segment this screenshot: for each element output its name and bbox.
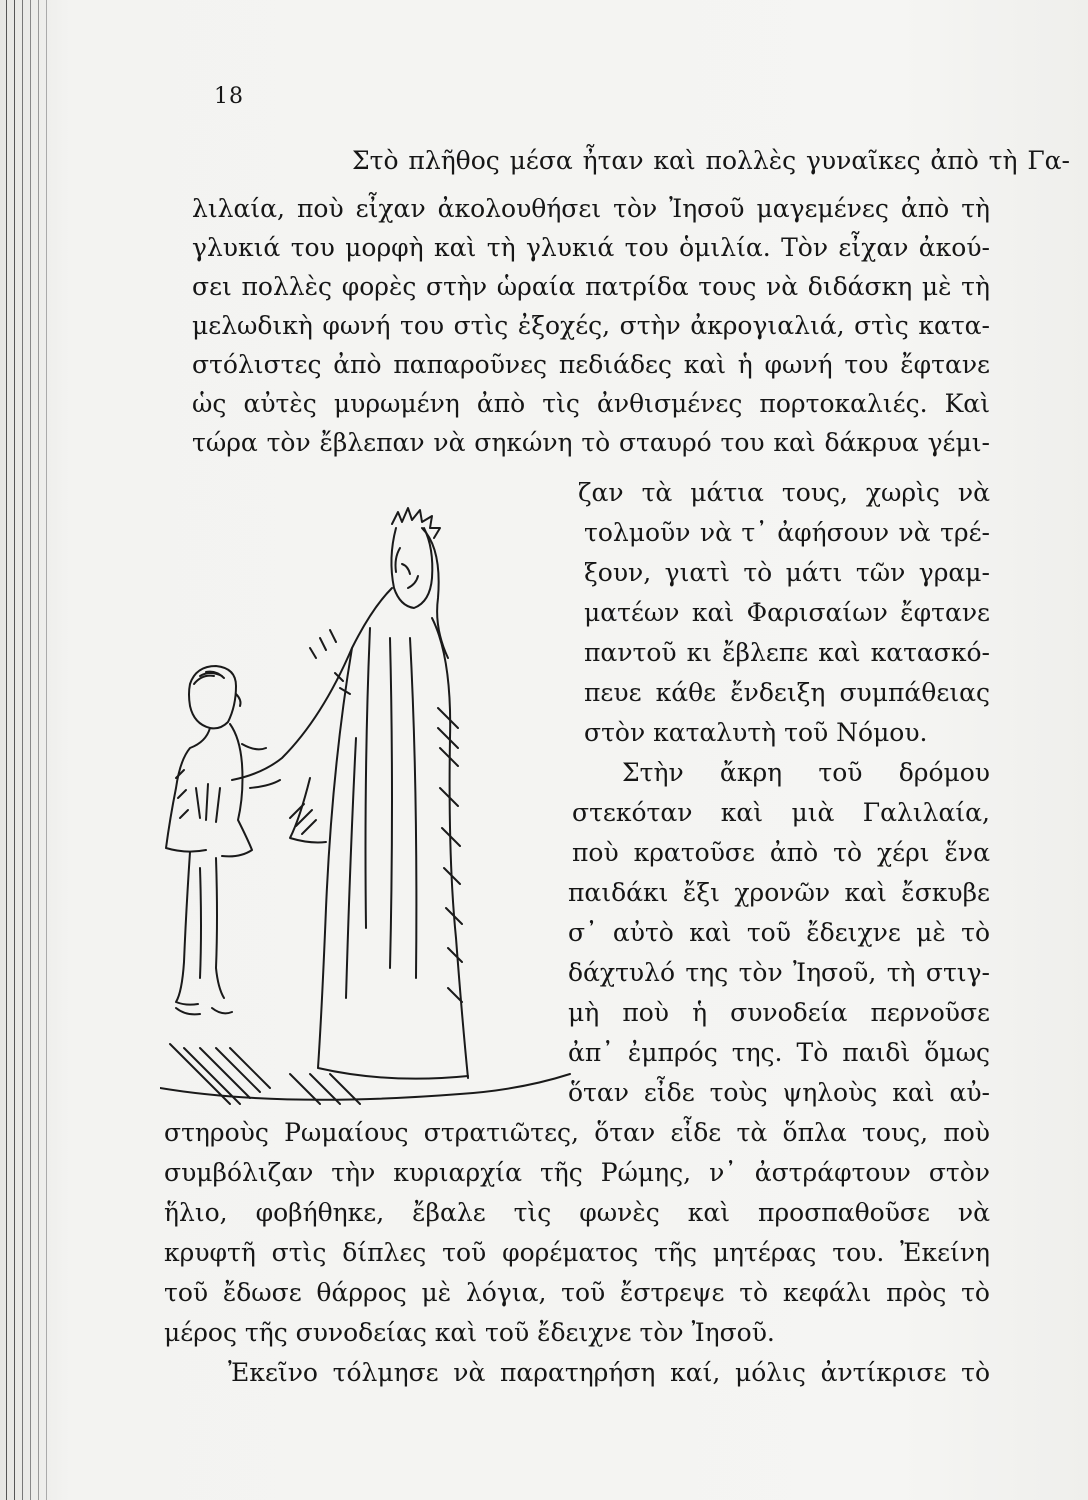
stacked-page-edges [0, 0, 60, 1500]
text-line: στηροὺς Ρωμαίους στρατιῶτες, ὅταν εἶδε τὰ ὅπλα τους, ποὺ [164, 1118, 990, 1147]
text-line: δάχτυλό της τὸν Ἰησοῦ, τὴ στιγ- [568, 958, 990, 987]
text-line: ξουν, γιατὶ τὸ μάτι τῶν γραμ- [584, 558, 990, 587]
text-line: παιδάκι ἔξι χρονῶν καὶ ἔσκυβε [568, 878, 990, 907]
text-line: σει πολλὲς φορὲς στὴν ὡραία πατρίδα τους νὰ διδάσκη μὲ τὴ [192, 272, 990, 301]
text-line: Ἐκεῖνο τόλμησε νὰ παρατηρήση καί, μόλις ἀντίκρισε τὸ [228, 1358, 990, 1387]
text-line: μελωδικὴ φωνή του στὶς ἐξοχές, στὴν ἀκρογιαλιά, στὶς κατα- [192, 311, 990, 340]
text-line: ἥλιο, φοβήθηκε, ἔβαλε τὶς φωνὲς καὶ προσπαθοῦσε νὰ [164, 1198, 990, 1227]
text-line: τοῦ ἔδωσε θάρρος μὲ λόγια, τοῦ ἔστρεψε τὸ κεφάλι πρὸς τὸ [164, 1278, 990, 1307]
text-line: μὴ ποὺ ἡ συνοδεία περνοῦσε [568, 998, 990, 1027]
text-line: ποὺ κρατοῦσε ἀπὸ τὸ χέρι ἕνα [572, 838, 990, 867]
text-line: μέρος τῆς συνοδείας καὶ τοῦ ἔδειχνε τὸν Ἰησοῦ. [164, 1318, 775, 1347]
text-line: τώρα τὸν ἔβλεπαν νὰ σηκώνη τὸ σταυρό του καὶ δάκρυα γέμι- [192, 428, 990, 457]
text-line: Στὸ πλῆθος μέσα ἦταν καὶ πολλὲς γυναῖκες ἀπὸ τὴ Γα- [352, 146, 1070, 175]
text-line: ματέων καὶ Φαρισαίων ἔφτανε [584, 598, 990, 627]
text-line: στόλιστες ἀπὸ παπαροῦνες πεδιάδες καὶ ἡ φωνή του ἔφτανε [192, 350, 990, 379]
text-line: στὸν καταλυτὴ τοῦ Νόμου. [584, 718, 928, 747]
text-line: ἀπ᾿ ἐμπρός της. Τὸ παιδὶ ὅμως [568, 1038, 990, 1067]
text-line: λιλαία, ποὺ εἶχαν ἀκολουθήσει τὸν Ἰησοῦ μαγεμένες ἀπὸ τὴ [192, 194, 990, 223]
text-line: στεκόταν καὶ μιὰ Γαλιλαία, [572, 798, 990, 827]
text-line: γλυκιά του μορφὴ καὶ τὴ γλυκιά του ὁμιλία. Τὸν εἶχαν ἀκού- [192, 233, 990, 262]
text-line: Στὴν ἄκρη τοῦ δρόμου [622, 758, 990, 787]
illustration-jesus-and-child [160, 488, 580, 1128]
text-line: παντοῦ κι ἔβλεπε καὶ κατασκό- [584, 638, 990, 667]
text-line: ὡς αὐτὲς μυρωμένη ἀπὸ τὶς ἀνθισμένες πορτοκαλιές. Καὶ [192, 389, 990, 418]
text-line: ὅταν εἶδε τοὺς ψηλοὺς καὶ αὐ- [568, 1078, 990, 1107]
text-line: κρυφτῆ στὶς δίπλες τοῦ φορέματος τῆς μητέρας του. Ἐκείνη [164, 1238, 990, 1267]
page-number: 18 [214, 84, 244, 109]
text-line: τολμοῦν νὰ τ᾿ ἀφήσουν νὰ τρέ- [584, 518, 990, 547]
text-line: σ᾿ αὐτὸ καὶ τοῦ ἔδειχνε μὲ τὸ [568, 918, 990, 947]
text-line: συμβόλιζαν τὴν κυριαρχία τῆς Ρώμης, ν᾿ ἀστράφτουν στὸν [164, 1158, 990, 1187]
text-line: πευε κάθε ἔνδειξη συμπάθειας [584, 678, 990, 707]
text-line: ζαν τὰ μάτια τους, χωρὶς νὰ [578, 478, 990, 507]
